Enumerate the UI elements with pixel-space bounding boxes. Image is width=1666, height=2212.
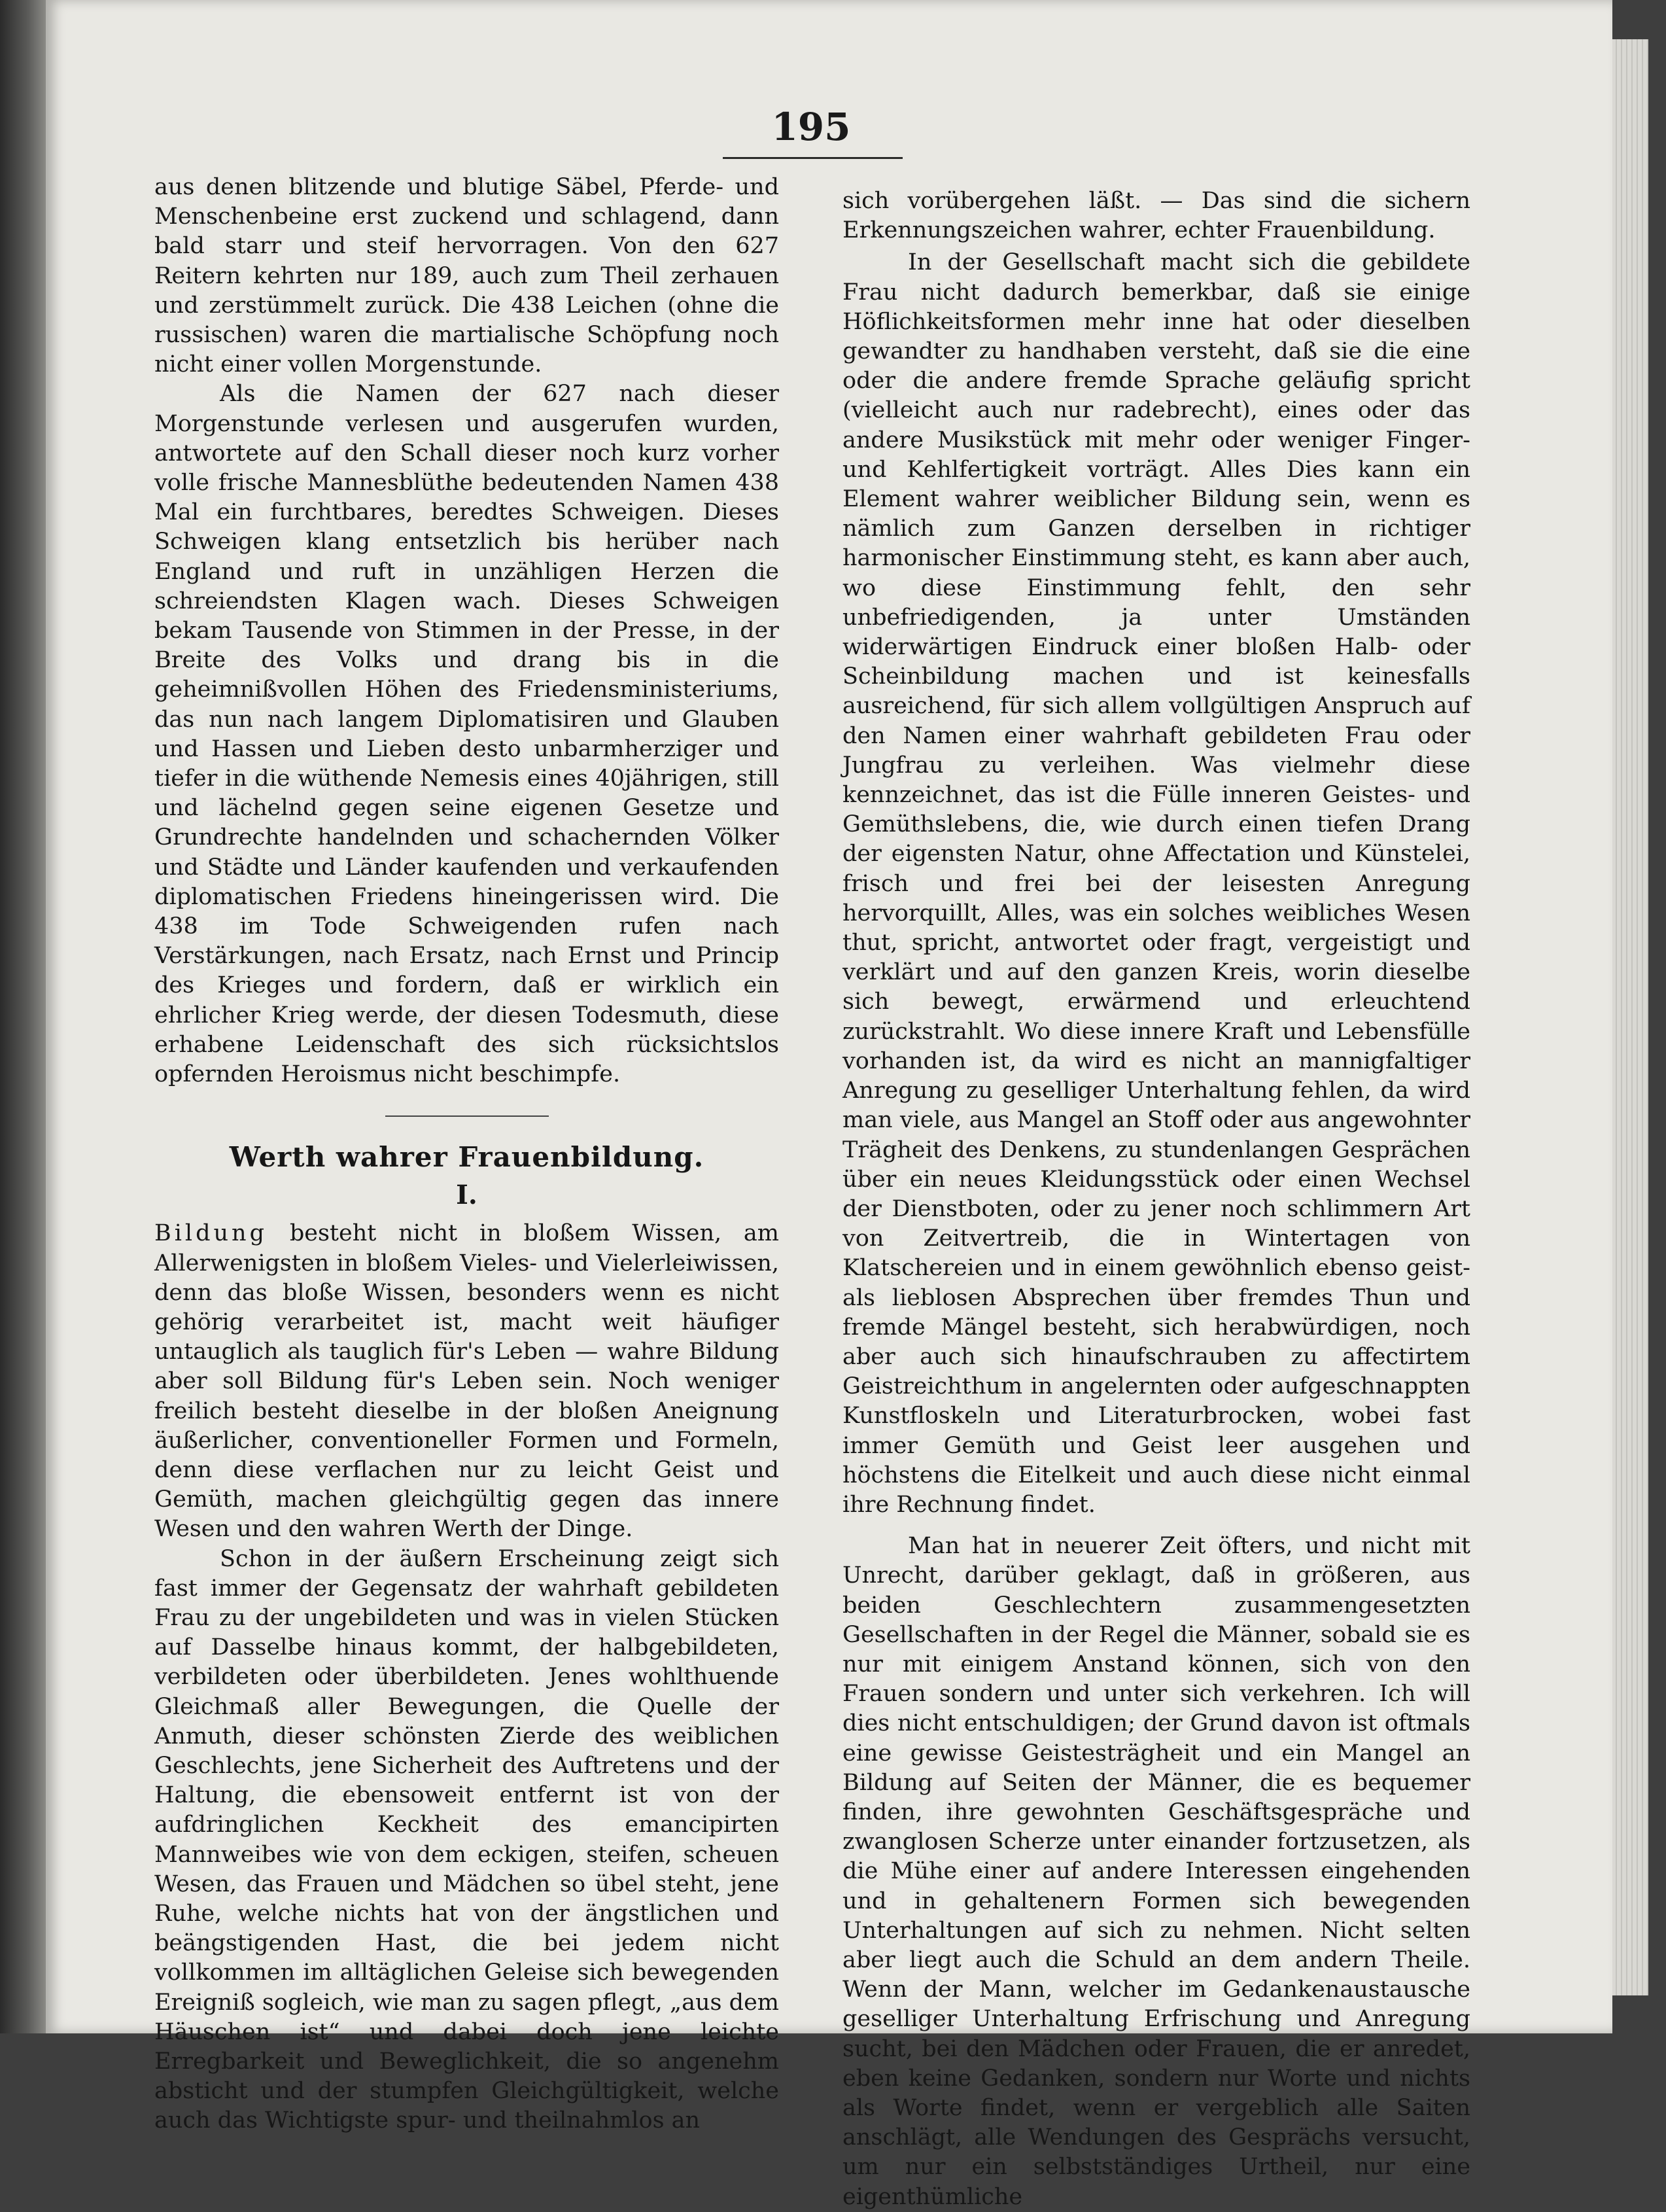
section-divider [385, 1115, 549, 1117]
section-number: I. [456, 1180, 477, 1211]
right-column [842, 186, 1470, 2212]
paragraph [154, 1219, 779, 1544]
page-number-rule [723, 157, 903, 159]
paragraph: aus denen blitzende und blutige Säbel, Pferde- und Menschenbeine erst zuckend und schlagend, dann bald starr und steif hervorragen. Von den 627 Reitern kehrten nur 189, auch zum Theil zerhauen und zerstümmelt zurück. Die 438 Leichen (ohne die russischen) waren die martialische Schöpfung noch nicht einer vollen Morgenstunde. [154, 174, 779, 378]
page-number: 195 [771, 105, 851, 149]
section-title: Werth wahrer Frauenbildung. [229, 1141, 704, 1174]
paragraph: Als die Namen der 627 nach dieser Morgenstunde verlesen und ausgerufen wurden, antwortete auf den Schall dieser noch kurz vorher volle frische Mannesblüthe bedeutenden Namen 438 Mal ein furchtbares, beredtes Schweigen. Dieses Schweigen klang entsetzlich bis herüber nach England und ruft in unzähligen Herzen die schreiendsten Klagen wach. Dieses Schweigen bekam Tausende von Stimmen in der Presse, in der Breite des Volks und drang bis in die geheimnißvollen Höhen des Friedensministeriums, das nun nach langem Diplomatisiren und Glauben und Hassen und Lieben desto unbarmherziger und tiefer in die wüthende Nemesis eines 40jährigen, still und lächelnd gegen seine eigenen Gesetze und Grundrechte handelnden und schachernden Völker und Städte und Länder kaufenden und verkaufenden diplomatischen Friedens hineingerissen wird. Die 438 im Tode Schweigenden rufen nach Verstärkungen, nach Ersatz, nach Ernst und Princip des Krieges und fordern, daß er wirklich ein ehrlicher Krieg werde, der diesen Todesmuth, diese erhabene Leidenschaft des sich rücksichtslos opfernden Heroismus nicht beschimpfe. [154, 381, 779, 1088]
paragraph-text: besteht nicht in bloßem Wissen, am Allerwenigsten in bloßem Vieles- und Vielerleiwissen, denn das bloße Wissen, besonders wenn es nicht gehörig verarbeitet ist, macht weit häufiger untauglich als tauglich für's Leben — wahre Bildung aber soll Bildung für's Leben sein. Noch weniger freilich besteht dieselbe in der bloßen Aneignung äußerlicher, conventioneller Formen und Formeln, denn diese verflachen nur zu leicht Geist und Gemüth, machen gleichgültig gegen das innere Wesen und den wahren Werth der Dinge. [154, 1220, 779, 1543]
paragraph: In der Gesellschaft macht sich die gebildete Frau nicht dadurch bemerkbar, daß sie einige Höflichkeitsformen mehr inne hat oder dieselben gewandter zu handhaben versteht, daß sie die eine oder die andere fremde Sprache geläufig spricht (vielleicht auch nur radebrecht), eines oder das andere Musikstück mit mehr oder weniger Finger- und Kehlfertigkeit vorträgt. Alles Dies kann ein Element wahrer weiblicher Bildung sein, wenn es nämlich zum Ganzen derselben in richtiger harmonischer Einstimmung steht, es kann aber auch, wo diese Einstimmung fehlt, den sehr unbefriedigenden, ja unter Umständen widerwärtigen Eindruck einer bloßen Halb- oder Scheinbildung machen und ist keinesfalls ausreichend, für sich allem vollgültigen Anspruch auf den Namen einer wahrhaft gebildeten Frau oder Jungfrau zu verleihen. Was vielmehr diese kennzeichnet, das ist die Fülle inneren Geistes- und Gemüthslebens, die, wie durch einen tiefen Drang der eigensten Natur, ohne Affectation und Künstelei, frisch und frei bei der leisesten Anregung hervorquillt, Alles, was ein solches weibliches Wesen thut, spricht, antwortet oder fragt, vergeistigt und verklärt und auf den ganzen Kreis, worin dieselbe sich bewegt, erwärmend und erleuchtend zurückstrahlt. Wo diese innere Kraft und Lebensfülle vorhanden ist, da wird es nicht an mannigfaltiger Anregung zu geselliger Unterhaltung fehlen, da wird man viele, aus Mangel an Stoff oder aus angewohnter Trägheit des Denkens, zu stundenlangen Gesprächen über ein neues Kleidungsstück oder einen Wechsel der Dienstboten, oder zu jener noch schlimmern Art von Zeitvertreib, die in Wintertagen von Klatschereien und in einem gewöhnlich ebenso geist- als lieblosen Absprechen über fremdes Thun und fremde Mängel besteht, sich herabwürdigen, noch aber auch sich hinaufschrauben zu affectirtem Geistreichthum in angelernten oder aufgeschnappten Kunstfloskeln und Literaturbrocken, wobei fast immer Gemüth und Geist leer ausgehen und höchstens die Eitelkeit und auch diese nicht einmal ihre Rechnung findet. [842, 249, 1470, 1518]
paragraph-lead-word: Bildung [154, 1220, 268, 1247]
paragraph: Schon in der äußern Erscheinung zeigt sich fast immer der Gegensatz der wahrhaft gebildeten Frau zu der ungebildeten und was in vielen Stücken auf Dasselbe hinaus kommt, der halbgebildeten, verbildeten oder überbildeten. Jenes wohlthuende Gleichmaß aller Bewegungen, die Quelle der Anmuth, dieser schönsten Zierde des weiblichen Geschlechts, jene Sicherheit des Auftretens und der Haltung, die ebensoweit entfernt ist von der aufdringlichen Keckheit des emancipirten Mannweibes wie von dem eckigen, steifen, scheuen Wesen, das Frauen und Mädchen so übel steht, jene Ruhe, welche nichts hat von der ängstlichen und beängstigenden Hast, die bei jedem nicht vollkommen im alltäglichen Geleise sich bewegenden Ereigniß sogleich, wie man zu sagen pflegt, „aus dem Häuschen ist“ und dabei doch jene leichte Erregbarkeit und Beweglichkeit, die so angenehm absticht und der stumpfen Gleichgültigkeit, welche auch das Wichtigste spur- und theilnahmlos an [154, 1545, 779, 2134]
paragraph: sich vorübergehen läßt. — Das sind die sichern Erkennungszeichen wahrer, echter Frauenbildung. [842, 188, 1470, 244]
book-binding-shadow [0, 0, 46, 2033]
left-column [154, 173, 779, 2136]
paragraph: Man hat in neuerer Zeit öfters, und nicht mit Unrecht, darüber geklagt, daß in größeren, aus beiden Geschlechtern zusammengesetzten Gesellschaften in der Regel die Männer, sobald sie es nur mit einigem Anstand können, sich von den Frauen sondern und unter sich verkehren. Ich will dies nicht entschuldigen; der Grund davon ist oftmals eine gewisse Geistesträgheit und ein Mangel an Bildung auf Seiten der Männer, die es bequemer finden, ihre gewohnten Geschäftsgespräche und zwanglosen Scherze unter einander fortzusetzen, als die Mühe einer auf andere Interessen eingehenden und in gehaltenern Formen sich bewegenden Unterhaltungen auf sich zu nehmen. Nicht selten aber liegt auch die Schuld an dem andern Theile. Wenn der Mann, welcher im Gedankenaustausche geselliger Unterhaltung Erfrischung und Anregung sucht, bei den Mädchen oder Frauen, die er anredet, eben keine Gedanken, sondern nur Worte und nichts als Worte findet, wenn er vergeblich alle Saiten anschlägt, alle Wendungen des Gesprächs versucht, um nur ein selbstständiges Urtheil, nur eine eigenthümliche [842, 1533, 1470, 2210]
